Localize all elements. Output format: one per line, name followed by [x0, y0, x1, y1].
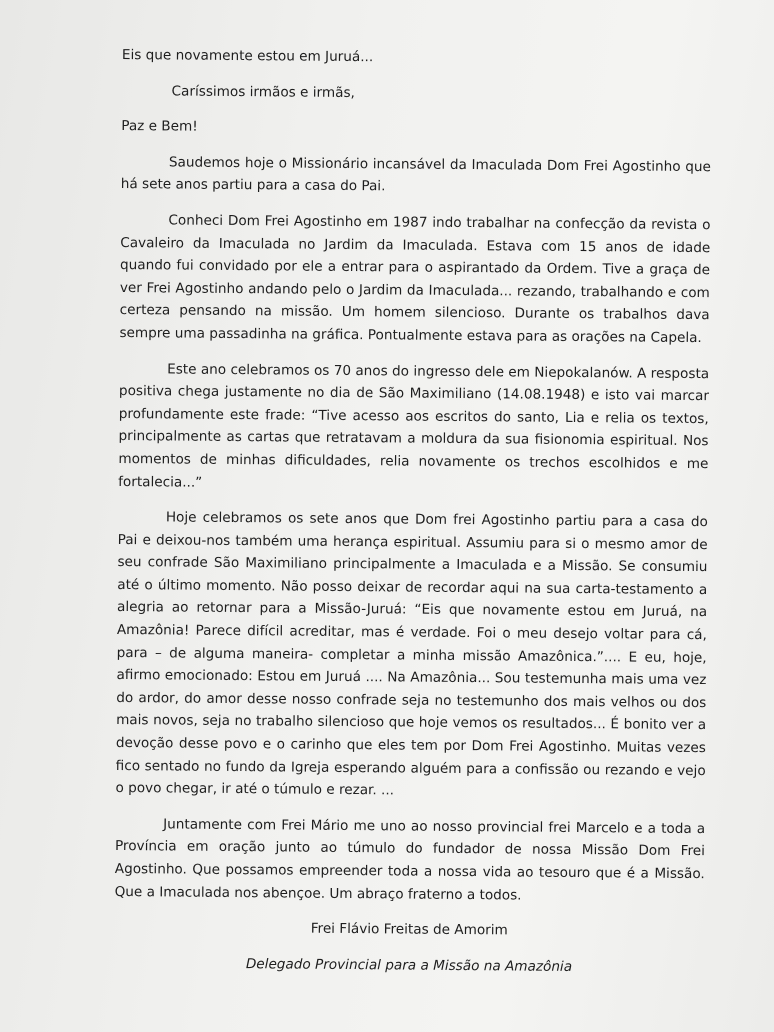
salutation: Caríssimos irmãos e irmãs, [171, 83, 355, 101]
paragraph-1: Saudemos hoje o Missionário incansável da Imaculada Dom Frei Agostinho que há sete anos partiu para a casa do Pai. [120, 154, 712, 195]
signer-role: Delegado Provincial para a Missão na Amazônia [245, 955, 573, 975]
paragraph-2: Conheci Dom Frei Agostinho em 1987 indo trabalhar na confecção da revista o Cavaleiro da Imaculada no Jardim da Imaculada. Estava com 15 anos de idade quando fui convidado por ele a entrar para o aspirantado da Ordem. Tive a graça de ver Frei Agostinho andando pelo o Jardim da Imaculada... rezando, trabalhando e com certeza pensando na missão. Um homem silencioso. Durante os trabalhos dava sempre uma passadinha na gráfica. Pontualmente estava para as orações na Capela. [119, 212, 711, 347]
paragraph-3: Este ano celebramos os 70 anos do ingresso dele em Niepokalanów. A resposta positiva chega justamente no dia de São Maximiliano (14.08.1948) e isto vai marcar profundamente este frade: “Tive acesso aos escritos do santo, Lia e relia os textos, principalmente as cartas que retratavam a moldura da sua fisionomia espiritual. Nos momentos de minhas dificuldades, relia novamente os trechos escolhidos e me fortalecia...” [118, 360, 710, 491]
paragraph-5: Juntamente com Frei Mário me uno ao nosso provincial frei Marcelo e a toda a Província em oração junto ao túmulo do fundador de nossa Missão Dom Frei Agostinho. Que possamos empreender toda a nossa vida ao tesouro que é a Missão. Que a Imaculada nos abençoe. Um abraço fraterno a todos. [114, 816, 706, 904]
letter-heading: Eis que novamente estou em Juruá... [121, 46, 374, 66]
letter-body [114, 44, 712, 992]
greeting: Paz e Bem! [121, 118, 198, 135]
paragraph-4: Hoje celebramos os sete anos que Dom frei Agostinho partiu para a casa do Pai e deixou-nos também uma herança espiritual. Assumiu para si o mesmo amor de seu confrade São Maximiliano principalmente a Imaculada e a Missão. Se consumiu até o último momento. Não posso deixar de recordar aqui na sua carta-testamento a alegria ao retornar para a Missão-Juruá: “Eis que novamente estou em Juruá, na Amazônia! Parece difícil acreditar, mas é verdade. Foi o meu desejo voltar para cá, para – de alguma maneira- completar a minha missão Amazônica.”.... E eu, hoje, afirmo emocionado: Estou em Juruá .... Na Amazônia... Sou testemunha mais uma vez do ardor, do amor desse nosso confrade seja no testemunho dos mais velhos ou dos mais novos, seja no trabalho silencioso que hoje vemos os resultados... É bonito ver a devoção desse povo e o carinho que eles tem por Dom Frei Agostinho. Muitas vezes fico sentado no fundo da Igreja esperando alguém para a confissão ou rezando e vejo o povo chegar, ir até o túmulo e rezar. ... [115, 509, 708, 799]
signature: Frei Flávio Freitas de Amorim [310, 920, 508, 939]
